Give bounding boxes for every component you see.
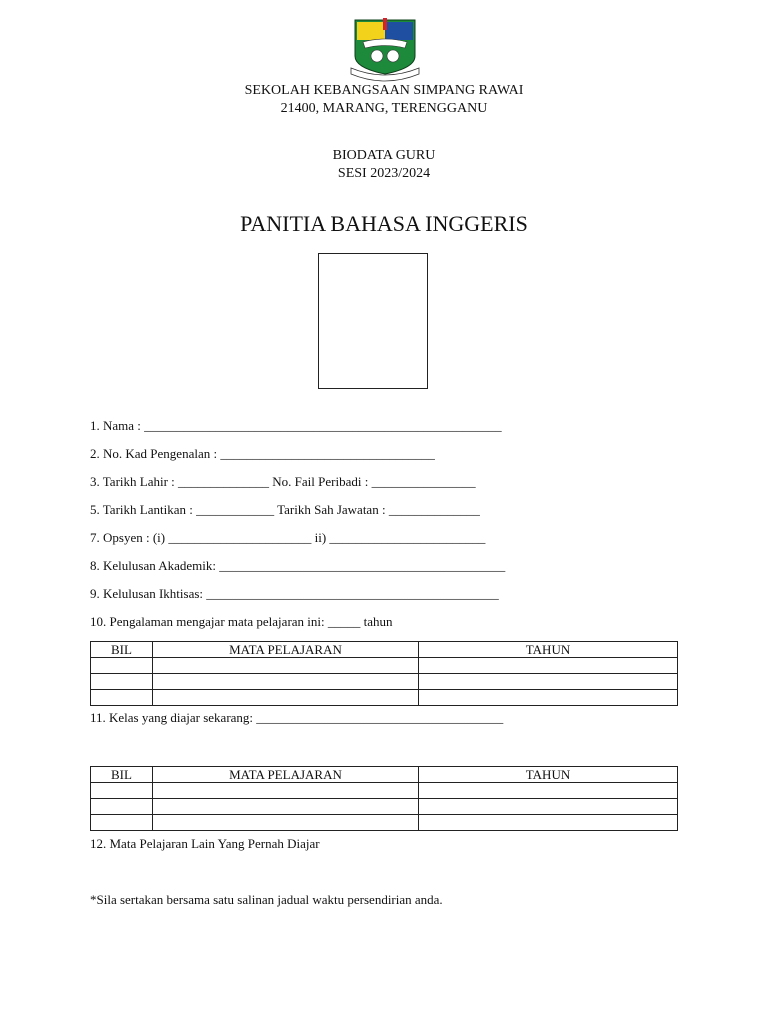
table-row xyxy=(91,674,678,690)
other-subjects-table xyxy=(90,766,678,831)
panel-title: PANITIA BAHASA INGGERIS xyxy=(240,211,528,236)
col-tahun: TAHUN xyxy=(419,642,678,658)
field-pengalaman[interactable]: 10. Pengalaman mengajar mata pelajaran ini: _____ tahun xyxy=(90,614,393,629)
field-tarikh-lahir[interactable]: 3. Tarikh Lahir : ______________ No. Fail Peribadi : ________________ xyxy=(90,474,476,489)
table-row xyxy=(91,690,678,706)
field-mata-pelajaran-lain: 12. Mata Pelajaran Lain Yang Pernah Diajar xyxy=(90,836,320,851)
table-row xyxy=(91,799,678,815)
field-kelas[interactable]: 11. Kelas yang diajar sekarang: ______________________________________ xyxy=(90,710,504,725)
session: SESI 2023/2024 xyxy=(337,166,431,181)
form-title: BIODATA GURU xyxy=(332,148,436,163)
col-tahun: TAHUN xyxy=(419,767,678,783)
col-bil: BIL xyxy=(91,642,153,658)
photo-box[interactable] xyxy=(318,253,428,389)
table-row xyxy=(91,658,678,674)
col-mata-pelajaran: MATA PELAJARAN xyxy=(153,642,419,658)
table-row xyxy=(91,815,678,831)
experience-table xyxy=(90,641,678,706)
school-logo xyxy=(349,16,421,82)
field-nama[interactable]: 1. Nama : _______________________________________________________ xyxy=(90,418,502,433)
field-kelulusan-akademik[interactable]: 8. Kelulusan Akademik: ____________________________________________ xyxy=(90,558,506,573)
field-opsyen[interactable]: 7. Opsyen : (i) ______________________ ii) ________________________ xyxy=(90,530,486,545)
col-bil: BIL xyxy=(91,767,153,783)
table-row xyxy=(91,783,678,799)
school-name: SEKOLAH KEBANGSAAN SIMPANG RAWAI xyxy=(244,83,524,98)
field-kad-pengenalan[interactable]: 2. No. Kad Pengenalan : _________________________________ xyxy=(90,446,435,461)
note: *Sila sertakan bersama satu salinan jadual waktu persendirian anda. xyxy=(90,892,443,907)
field-kelulusan-ikhtisas[interactable]: 9. Kelulusan Ikhtisas: _____________________________________________ xyxy=(90,586,499,601)
field-tarikh-lantikan[interactable]: 5. Tarikh Lantikan : ____________ Tarikh Sah Jawatan : ______________ xyxy=(90,502,480,517)
col-mata-pelajaran: MATA PELAJARAN xyxy=(153,767,419,783)
school-address: 21400, MARANG, TERENGGANU xyxy=(280,101,488,116)
